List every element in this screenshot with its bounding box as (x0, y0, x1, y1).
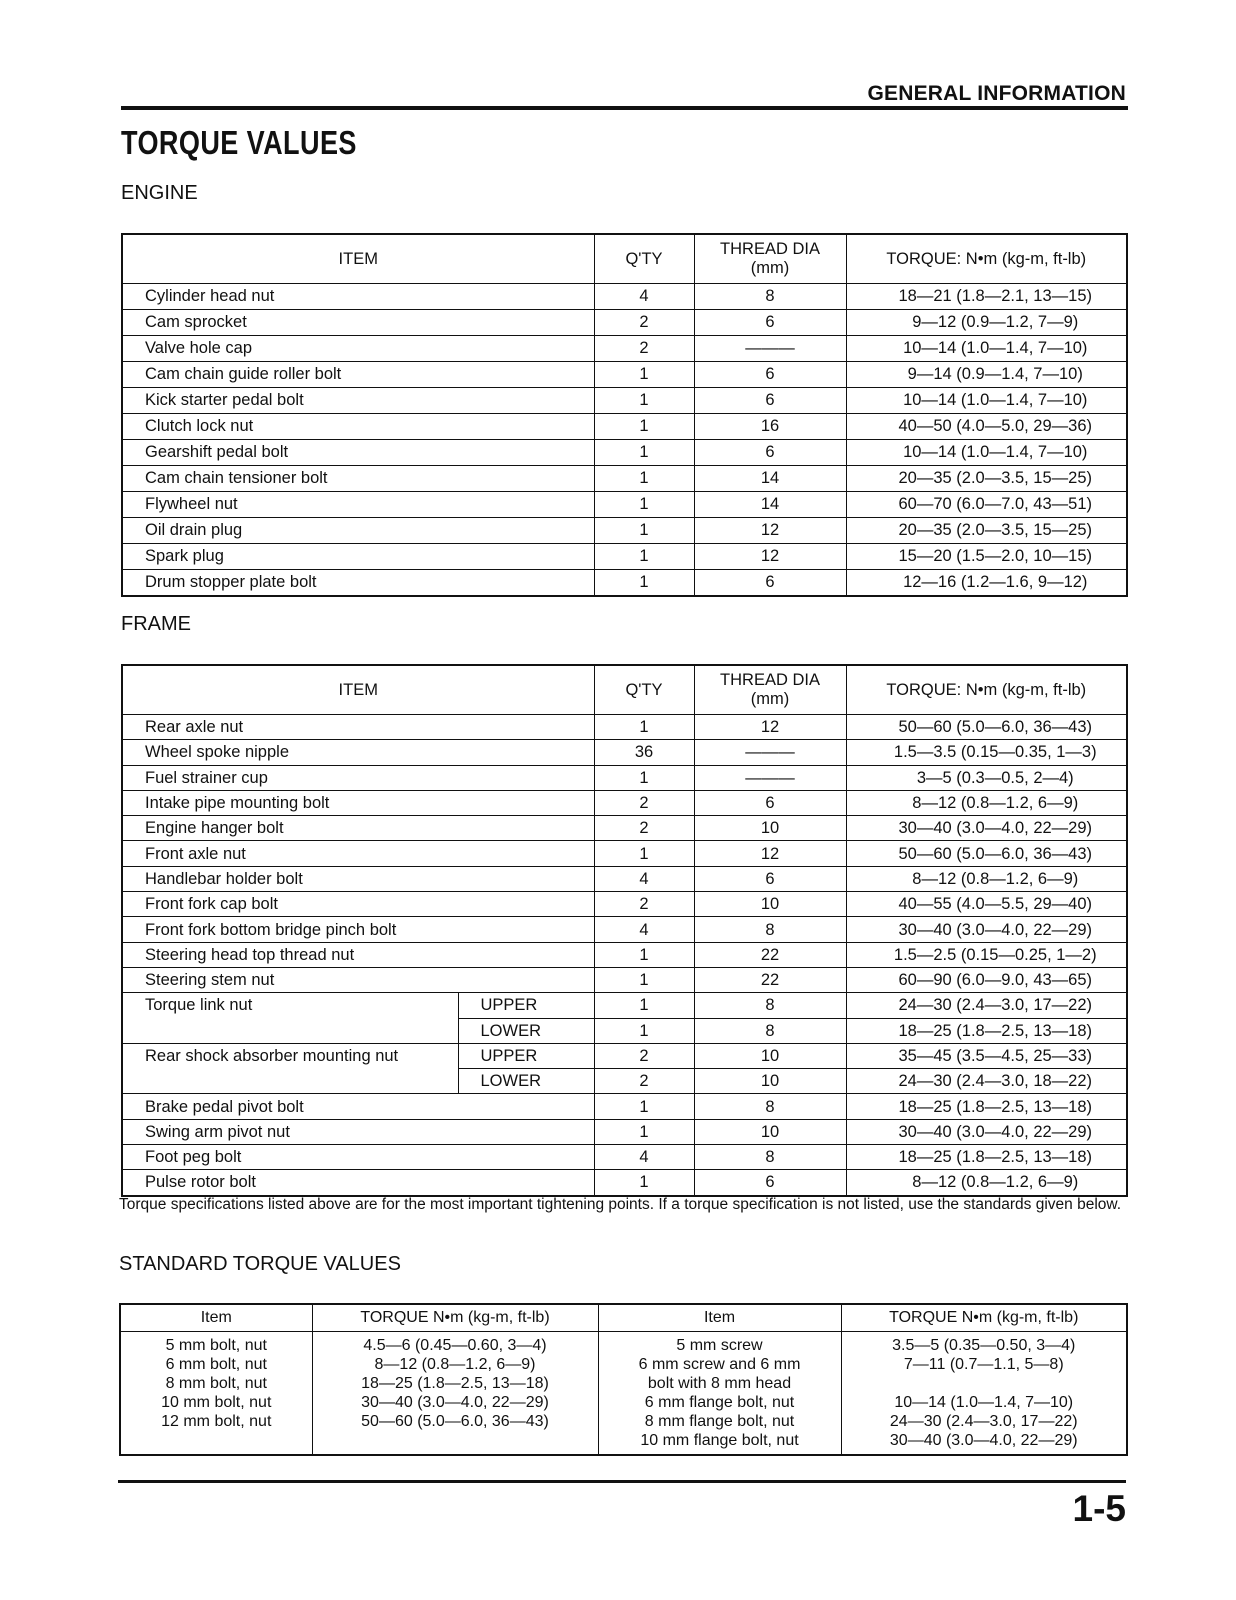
table-row (122, 765, 1127, 790)
col-thread-label: THREAD DIA (720, 240, 820, 258)
cell-thread: 8 (694, 993, 846, 1018)
table-row (122, 1043, 1127, 1068)
table-row (122, 466, 1127, 492)
cell-thread: 6 (694, 440, 846, 466)
list-item: 8 mm flange bolt, nut (644, 1413, 795, 1430)
cell-item: Gearshift pedal bolt (122, 440, 594, 466)
cell-qty: 1 (594, 1170, 694, 1196)
cell-item: Spark plug (122, 544, 594, 570)
cell-qty: 1 (594, 942, 694, 967)
table-row (122, 942, 1127, 967)
table-row (122, 715, 1127, 740)
list-item: bolt with 8 mm head (647, 1375, 792, 1392)
cell-torque: 9—14 (0.9—1.4, 7—10) (846, 362, 1127, 388)
list-item: 10—14 (1.0—1.4, 7—10) (894, 1394, 1074, 1411)
col-torque: TORQUE N•m (kg-m, ft-lb) (312, 1304, 598, 1332)
cell-qty: 1 (594, 440, 694, 466)
list-item: 30—40 (3.0—4.0, 22—29) (361, 1394, 549, 1411)
section-header: GENERAL INFORMATION (867, 82, 1126, 105)
table-row (122, 993, 1127, 1018)
cell-qty: 4 (594, 866, 694, 891)
cell-torque: 15—20 (1.5—2.0, 10—15) (846, 544, 1127, 570)
table-row (122, 570, 1127, 597)
cell-left-items (120, 1332, 312, 1456)
cell-torque: 10—14 (1.0—1.4, 7—10) (846, 388, 1127, 414)
cell-item: Front axle nut (122, 841, 594, 866)
cell-torque: 40—50 (4.0—5.0, 29—36) (846, 414, 1127, 440)
cell-thread: 12 (694, 518, 846, 544)
cell-item: Cam sprocket (122, 310, 594, 336)
cell-torque: 9—12 (0.9—1.2, 7—9) (846, 310, 1127, 336)
cell-qty: 1 (594, 518, 694, 544)
cell-item: Foot peg bolt (122, 1145, 594, 1170)
cell-torque: 50—60 (5.0—6.0, 36—43) (846, 841, 1127, 866)
note-text: Torque specifications listed above are for the most important tightening points. If a torque specification is not listed, use the standards given below. (119, 1196, 1122, 1213)
table-row (122, 866, 1127, 891)
col-torque: TORQUE: N•m (kg-m, ft-lb) (846, 234, 1127, 284)
cell-qty: 1 (594, 765, 694, 790)
cell-thread: ——— (694, 765, 846, 790)
cell-item: Handlebar holder bolt (122, 866, 594, 891)
cell-position: UPPER (458, 1043, 594, 1068)
cell-torque: 8—12 (0.8—1.2, 6—9) (846, 1170, 1127, 1196)
cell-qty: 4 (594, 284, 694, 310)
cell-torque: 10—14 (1.0—1.4, 7—10) (846, 440, 1127, 466)
cell-item: Fuel strainer cup (122, 765, 594, 790)
cell-torque: 50—60 (5.0—6.0, 36—43) (846, 715, 1127, 740)
cell-thread: 8 (694, 1018, 846, 1043)
cell-item: Rear axle nut (122, 715, 594, 740)
cell-torque: 30—40 (3.0—4.0, 22—29) (846, 1119, 1127, 1144)
table-row (122, 518, 1127, 544)
list-item: 50—60 (5.0—6.0, 36—43) (361, 1413, 549, 1430)
cell-item: Kick starter pedal bolt (122, 388, 594, 414)
header-rule (121, 106, 1128, 110)
col-item: Item (120, 1304, 312, 1332)
cell-item: Cam chain guide roller bolt (122, 362, 594, 388)
col-torque-2: TORQUE N•m (kg-m, ft-lb) (841, 1304, 1127, 1332)
cell-item: Drum stopper plate bolt (122, 570, 594, 597)
cell-thread: 10 (694, 1043, 846, 1068)
cell-thread: 8 (694, 284, 846, 310)
cell-qty: 36 (594, 740, 694, 765)
cell-item: Steering head top thread nut (122, 942, 594, 967)
standard-heading: STANDARD TORQUE VALUES (119, 1253, 401, 1275)
cell-qty: 1 (594, 414, 694, 440)
cell-torque: 18—21 (1.8—2.1, 13—15) (846, 284, 1127, 310)
frame-heading: FRAME (121, 613, 191, 635)
cell-thread: ——— (694, 740, 846, 765)
cell-item: Wheel spoke nipple (122, 740, 594, 765)
list-item: 6 mm screw and 6 mm (638, 1356, 801, 1373)
list-item: 5 mm screw (676, 1337, 763, 1354)
cell-item: Cam chain tensioner bolt (122, 466, 594, 492)
col-item: ITEM (122, 234, 594, 284)
cell-item: Cylinder head nut (122, 284, 594, 310)
cell-qty: 1 (594, 1119, 694, 1144)
cell-item: Valve hole cap (122, 336, 594, 362)
cell-torque: 35—45 (3.5—4.5, 25—33) (846, 1043, 1127, 1068)
col-item: ITEM (122, 665, 594, 715)
list-item: 4.5—6 (0.45—0.60, 3—4) (363, 1337, 547, 1354)
cell-torque: 8—12 (0.8—1.2, 6—9) (846, 866, 1127, 891)
table-header-row (120, 1304, 1127, 1332)
cell-qty: 2 (594, 1069, 694, 1094)
list-item: 10 mm bolt, nut (161, 1394, 272, 1411)
cell-qty: 2 (594, 336, 694, 362)
list-item: 24—30 (2.4—3.0, 17—22) (889, 1413, 1078, 1430)
col-thread-label: THREAD DIA (720, 671, 820, 689)
cell-qty: 2 (594, 310, 694, 336)
engine-heading: ENGINE (121, 182, 198, 204)
cell-position: LOWER (458, 1018, 594, 1043)
cell-thread: 14 (694, 466, 846, 492)
cell-qty: 1 (594, 492, 694, 518)
table-row (122, 544, 1127, 570)
table-row (122, 414, 1127, 440)
cell-torque: 20—35 (2.0—3.5, 15—25) (846, 518, 1127, 544)
table-row (122, 1094, 1127, 1119)
cell-thread: 14 (694, 492, 846, 518)
cell-torque: 30—40 (3.0—4.0, 22—29) (846, 917, 1127, 942)
cell-qty: 2 (594, 892, 694, 917)
table-row (122, 1119, 1127, 1144)
table-row (122, 362, 1127, 388)
cell-right-torques (841, 1332, 1127, 1456)
cell-torque: 1.5—3.5 (0.15—0.35, 1—3) (846, 740, 1127, 765)
cell-thread: 6 (694, 310, 846, 336)
cell-qty: 1 (594, 1018, 694, 1043)
footer-rule (118, 1480, 1126, 1483)
page-number: 1-5 (1072, 1488, 1126, 1529)
table-row (122, 790, 1127, 815)
col-thread-unit: (mm) (750, 259, 790, 277)
cell-thread: 10 (694, 816, 846, 841)
cell-left-torques (312, 1332, 598, 1456)
table-row (122, 740, 1127, 765)
cell-torque: 3—5 (0.3—0.5, 2—4) (846, 765, 1127, 790)
list-item: 3.5—5 (0.35—0.50, 3—4) (892, 1337, 1076, 1354)
cell-qty: 4 (594, 917, 694, 942)
list-item: 18—25 (1.8—2.5, 13—18) (361, 1375, 549, 1392)
list-item (842, 1374, 1127, 1393)
cell-thread: 10 (694, 892, 846, 917)
cell-thread: 6 (694, 570, 846, 597)
cell-torque: 18—25 (1.8—2.5, 13—18) (846, 1094, 1127, 1119)
cell-torque: 20—35 (2.0—3.5, 15—25) (846, 466, 1127, 492)
cell-thread: 22 (694, 967, 846, 992)
cell-thread: 6 (694, 362, 846, 388)
cell-thread: 6 (694, 790, 846, 815)
cell-torque: 10—14 (1.0—1.4, 7—10) (846, 336, 1127, 362)
cell-qty: 1 (594, 1094, 694, 1119)
cell-thread: 12 (694, 544, 846, 570)
cell-torque: 18—25 (1.8—2.5, 13—18) (846, 1145, 1127, 1170)
col-qty: Q'TY (594, 234, 694, 284)
list-item: 6 mm flange bolt, nut (644, 1394, 795, 1411)
cell-item: Brake pedal pivot bolt (122, 1094, 594, 1119)
table-header-row (122, 665, 1127, 715)
cell-torque: 1.5—2.5 (0.15—0.25, 1—2) (846, 942, 1127, 967)
table-row (122, 1170, 1127, 1196)
list-item: 6 mm bolt, nut (165, 1356, 267, 1373)
table-row (122, 917, 1127, 942)
cell-item: Front fork cap bolt (122, 892, 594, 917)
cell-qty: 4 (594, 1145, 694, 1170)
list-item: 8 mm bolt, nut (165, 1375, 267, 1392)
cell-item: Front fork bottom bridge pinch bolt (122, 917, 594, 942)
cell-item: Intake pipe mounting bolt (122, 790, 594, 815)
cell-torque: 18—25 (1.8—2.5, 13—18) (846, 1018, 1127, 1043)
table-row (122, 892, 1127, 917)
cell-qty: 1 (594, 715, 694, 740)
table-row (120, 1332, 1127, 1456)
cell-thread: 6 (694, 866, 846, 891)
table-row (122, 284, 1127, 310)
cell-item: Steering stem nut (122, 967, 594, 992)
cell-torque: 60—90 (6.0—9.0, 43—65) (846, 967, 1127, 992)
cell-thread: 16 (694, 414, 846, 440)
col-thread (694, 234, 846, 284)
cell-item: Pulse rotor bolt (122, 1170, 594, 1196)
cell-thread: 8 (694, 917, 846, 942)
cell-thread: 6 (694, 1170, 846, 1196)
cell-thread: 12 (694, 841, 846, 866)
cell-thread: 12 (694, 715, 846, 740)
cell-item: Oil drain plug (122, 518, 594, 544)
cell-position: LOWER (458, 1069, 594, 1094)
cell-qty: 1 (594, 841, 694, 866)
page-title: TORQUE VALUES (121, 124, 357, 161)
table-row (122, 1145, 1127, 1170)
list-item: 30—40 (3.0—4.0, 22—29) (889, 1432, 1078, 1449)
list-item: 7—11 (0.7—1.1, 5—8) (903, 1356, 1064, 1373)
table-row (122, 841, 1127, 866)
cell-thread: 6 (694, 388, 846, 414)
cell-qty: 1 (594, 967, 694, 992)
col-thread-unit: (mm) (750, 690, 790, 708)
list-item: 5 mm bolt, nut (165, 1337, 267, 1354)
cell-item: Swing arm pivot nut (122, 1119, 594, 1144)
cell-torque: 24—30 (2.4—3.0, 17—22) (846, 993, 1127, 1018)
cell-qty: 1 (594, 544, 694, 570)
col-item-2: Item (598, 1304, 841, 1332)
col-qty: Q'TY (594, 665, 694, 715)
cell-qty: 1 (594, 570, 694, 597)
cell-item: Clutch lock nut (122, 414, 594, 440)
cell-item: Flywheel nut (122, 492, 594, 518)
cell-torque: 12—16 (1.2—1.6, 9—12) (846, 570, 1127, 597)
cell-qty: 1 (594, 388, 694, 414)
cell-qty: 2 (594, 1043, 694, 1068)
cell-thread: 10 (694, 1119, 846, 1144)
cell-item: Torque link nut (122, 993, 458, 1044)
cell-thread: ——— (694, 336, 846, 362)
frame-torque-table (121, 664, 1128, 1197)
cell-torque: 8—12 (0.8—1.2, 6—9) (846, 790, 1127, 815)
list-item: 12 mm bolt, nut (161, 1413, 272, 1430)
cell-qty: 2 (594, 816, 694, 841)
cell-torque: 24—30 (2.4—3.0, 18—22) (846, 1069, 1127, 1094)
cell-item: Rear shock absorber mounting nut (122, 1043, 458, 1094)
cell-qty: 1 (594, 466, 694, 492)
cell-torque: 30—40 (3.0—4.0, 22—29) (846, 816, 1127, 841)
table-row (122, 967, 1127, 992)
engine-torque-table (121, 233, 1128, 597)
list-item: 8—12 (0.8—1.2, 6—9) (374, 1356, 536, 1373)
cell-torque: 60—70 (6.0—7.0, 43—51) (846, 492, 1127, 518)
cell-position: UPPER (458, 993, 594, 1018)
standard-torque-table (119, 1303, 1128, 1456)
cell-thread: 22 (694, 942, 846, 967)
table-header-row (122, 234, 1127, 284)
table-row (122, 336, 1127, 362)
col-thread (694, 665, 846, 715)
table-row (122, 310, 1127, 336)
cell-qty: 1 (594, 993, 694, 1018)
cell-thread: 10 (694, 1069, 846, 1094)
cell-qty: 2 (594, 790, 694, 815)
list-item: 10 mm flange bolt, nut (640, 1432, 799, 1449)
cell-item: Engine hanger bolt (122, 816, 594, 841)
table-row (122, 816, 1127, 841)
table-row (122, 492, 1127, 518)
table-row (122, 388, 1127, 414)
cell-torque: 40—55 (4.0—5.5, 29—40) (846, 892, 1127, 917)
table-row (122, 440, 1127, 466)
col-torque: TORQUE: N•m (kg-m, ft-lb) (846, 665, 1127, 715)
cell-thread: 8 (694, 1145, 846, 1170)
cell-qty: 1 (594, 362, 694, 388)
cell-right-items (598, 1332, 841, 1456)
cell-thread: 8 (694, 1094, 846, 1119)
